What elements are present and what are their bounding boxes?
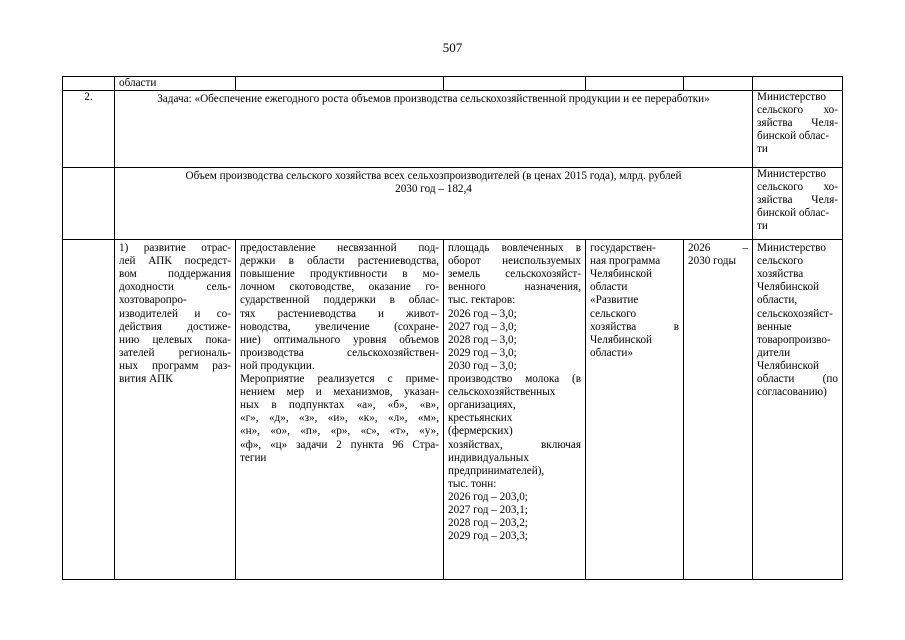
text-line: сударственной поддержки в облас- <box>240 294 439 307</box>
text-line: лочном скотоводстве, оказание го- <box>240 281 439 294</box>
text-line: вом поддержания <box>119 268 231 281</box>
text-line: венного назначения, <box>448 281 581 294</box>
text-line: 2026 – <box>688 242 748 255</box>
text-line: Челябинской <box>590 268 653 281</box>
text-line: области (по <box>757 373 838 386</box>
text-line: тыс. тонн: <box>448 477 497 490</box>
text-line: Челябинской <box>757 281 820 294</box>
text-line: предпринимателей), <box>448 464 545 477</box>
text-line: согласованию) <box>757 386 827 399</box>
text-line: сельскохозяйственных <box>448 386 556 399</box>
text-line: нением мер и механизмов, указан- <box>240 386 439 399</box>
text-line: 2029 год – 203,3; <box>448 530 528 543</box>
text-line: ти <box>757 220 768 233</box>
cell-empty <box>63 240 115 580</box>
text-line: товаропроизво- <box>757 333 831 346</box>
text-line: венные <box>757 320 792 333</box>
text-line: 2030 год – 3,0; <box>448 359 517 372</box>
text-line: Министерство <box>757 168 826 181</box>
table-row <box>63 240 843 580</box>
text-line: хозтоваропро- <box>119 294 187 307</box>
strategy-table <box>62 76 843 580</box>
cell-empty <box>236 77 444 91</box>
text-line: Мероприятие реализуется с приме- <box>240 373 439 386</box>
text-line: Челябинской <box>757 359 820 372</box>
text-line: сельского <box>757 255 804 268</box>
page-number: 507 <box>442 40 463 55</box>
text-line: повышение продуктивности в мо- <box>240 268 439 281</box>
text-line: 2029 год – 3,0; <box>448 346 517 359</box>
text-line: государствен- <box>590 242 656 255</box>
text-line: новодства, увеличение (сохране- <box>240 320 439 333</box>
text-line: Министерство <box>757 91 826 104</box>
text-line: «н», «о», «п», «р», «с», «т», «у», <box>240 425 439 438</box>
cell-text: области <box>115 77 236 91</box>
text-line: зателей региональ- <box>119 346 231 359</box>
text-line: действия достиже- <box>119 320 231 333</box>
text-line: организациях, <box>448 399 516 412</box>
text-line: «г», «д», «з», «и», «к», «л», «м», <box>240 412 439 425</box>
text-line: лей АПК посредст- <box>119 255 231 268</box>
cell-empty <box>684 77 753 91</box>
text-line: 2026 год – 3,0; <box>448 307 517 320</box>
text-line: оборот неиспользуемых <box>448 255 581 268</box>
text-line: ных в подпунктах «а», «б», «в», <box>240 399 439 412</box>
text-line: 1) развитие отрас- <box>119 242 231 255</box>
text-line: зяйства Челя- <box>757 194 838 207</box>
text-line: ная программа <box>590 255 661 268</box>
text-line: области» <box>590 346 633 359</box>
text-line: «ф», «ц» задачи 2 пункта 96 Стра- <box>240 438 439 451</box>
cell-empty <box>586 77 684 91</box>
term-cell <box>684 240 753 580</box>
indicators-cell <box>444 240 586 580</box>
text-line: Министерство <box>757 242 826 255</box>
text-line: бинской облас- <box>757 130 830 143</box>
text-line: «Развитие <box>590 294 639 307</box>
indicator-value: 2030 год – 182,4 <box>395 183 472 196</box>
text-line: индивидуальных <box>448 451 529 464</box>
direction-cell <box>115 240 236 580</box>
text-line: нию целевых пока- <box>119 333 231 346</box>
text-line: хозяйства в <box>590 320 679 333</box>
text-line: 2028 год – 3,0; <box>448 333 517 346</box>
text-line: тегии <box>240 451 267 464</box>
text-line: ти <box>757 143 768 156</box>
table-row <box>63 91 843 168</box>
text-line: 2027 год – 203,1; <box>448 503 528 516</box>
text-line: изводителей и со- <box>119 307 231 320</box>
text-line: 2030 годы <box>688 255 736 268</box>
text-line: Челябинской <box>590 333 653 346</box>
text-line: хозяйствах, включая <box>448 438 581 451</box>
text-line: производство молока (в <box>448 373 581 386</box>
table-row <box>63 168 843 240</box>
cell-empty <box>753 77 843 91</box>
text-line: области, <box>757 294 798 307</box>
text-line: сельского <box>590 307 637 320</box>
responsible-cell <box>753 168 843 240</box>
text-line: дители <box>757 346 791 359</box>
text-line: земель сельскохозяйст- <box>448 268 581 281</box>
text-line: предоставление несвязанной под- <box>240 242 439 255</box>
measures-cell <box>236 240 444 580</box>
text-line: крестьянских <box>448 412 513 425</box>
indicator-cell <box>115 168 753 240</box>
text-line: доходности сель- <box>119 281 231 294</box>
text-line: области <box>590 281 628 294</box>
text-line: ние) оптимального уровня объемов <box>240 333 439 346</box>
cell-empty <box>444 77 586 91</box>
indicator-text: Объем производства сельского хозяйства всех сельхозпроизводителей (в ценах 2015 года), млрд. рублей <box>185 170 682 183</box>
text-line: зяйства Челя- <box>757 117 838 130</box>
text-line: держки в области растениеводства, <box>240 255 439 268</box>
text-line: сельского хо- <box>757 104 838 117</box>
text-line: 2028 год – 203,2; <box>448 517 528 530</box>
cell-empty <box>63 168 115 240</box>
text-line: тыс. гектаров: <box>448 294 516 307</box>
text-line: сельского хо- <box>757 181 838 194</box>
text-line: производства сельскохозяйствен- <box>240 346 439 359</box>
row-number: 2. <box>63 91 115 168</box>
responsible-cell <box>753 240 843 580</box>
responsible-cell <box>753 91 843 168</box>
text-line: 2026 год – 203,0; <box>448 490 528 503</box>
cell-empty <box>63 77 115 91</box>
task-title: Задача: «Обеспечение ежегодного роста объемов производства сельскохозяйственной продукции и ее переработки» <box>115 91 753 168</box>
text-line: хозяйства <box>757 268 804 281</box>
text-line: ных программ раз- <box>119 359 231 372</box>
text-line: тях растениеводства и живот- <box>240 307 439 320</box>
text-line: вития АПК <box>119 373 173 386</box>
program-cell <box>586 240 684 580</box>
text-line: площадь вовлеченных в <box>448 242 581 255</box>
text-line: бинской облас- <box>757 207 830 220</box>
text-line: (фермерских) <box>448 425 513 438</box>
text-line: ной продукции. <box>240 359 315 372</box>
text-line: 2027 год – 3,0; <box>448 320 517 333</box>
text-line: сельскохозяйст- <box>757 307 833 320</box>
table-row <box>63 77 843 91</box>
